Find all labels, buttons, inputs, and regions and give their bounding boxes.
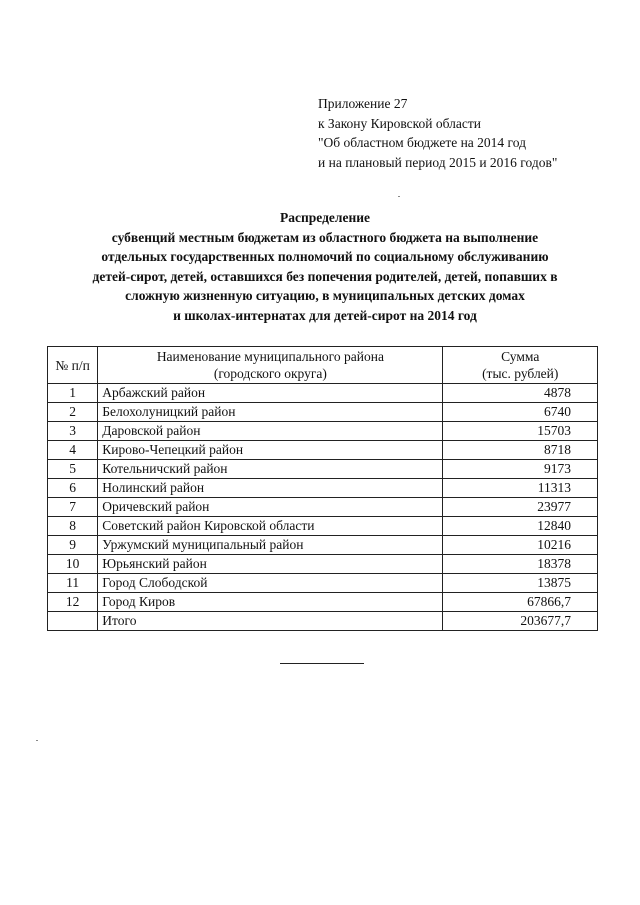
row-name: Нолинский район — [98, 479, 443, 498]
row-name: Советский район Кировской области — [98, 517, 443, 536]
row-sum: 4878 — [443, 384, 598, 403]
row-name: Юрьянский район — [98, 555, 443, 574]
row-sum: 15703 — [443, 422, 598, 441]
row-name: Оричевский район — [98, 498, 443, 517]
table-row — [48, 460, 598, 479]
row-name: Белохолуницкий район — [98, 403, 443, 422]
table-row — [48, 536, 598, 555]
row-num: 5 — [48, 460, 98, 479]
title-line-5: сложную жизненную ситуацию, в муниципальных детских домах — [125, 288, 525, 303]
total-label: Итого — [98, 612, 443, 631]
row-num: 8 — [48, 517, 98, 536]
title-line-3: отдельных государственных полномочий по социальному обслуживанию — [101, 249, 549, 264]
row-num: 7 — [48, 498, 98, 517]
table-row — [48, 441, 598, 460]
row-num: 11 — [48, 574, 98, 593]
header-sum-line-1: Сумма — [501, 349, 540, 364]
table-row — [48, 517, 598, 536]
table-row — [48, 593, 598, 612]
header-num: № п/п — [48, 347, 98, 384]
table-row — [48, 574, 598, 593]
table-row — [48, 479, 598, 498]
appendix-line-4: и на плановый период 2015 и 2016 годов" — [318, 154, 558, 170]
row-num: 6 — [48, 479, 98, 498]
table-header-row — [48, 347, 598, 384]
row-name: Котельничский район — [98, 460, 443, 479]
header-name — [98, 347, 443, 384]
row-name: Кирово-Чепецкий район — [98, 441, 443, 460]
total-num — [48, 612, 98, 631]
row-sum: 23977 — [443, 498, 598, 517]
total-sum: 203677,7 — [443, 612, 598, 631]
distribution-table — [47, 346, 598, 631]
scan-speck — [398, 196, 400, 197]
appendix-line-1: Приложение 27 — [318, 96, 408, 111]
row-name: Город Слободской — [98, 574, 443, 593]
appendix-line-2: к Закону Кировской области — [318, 115, 482, 131]
table-row — [48, 498, 598, 517]
table-total-row — [48, 612, 598, 631]
header-sum-line-2: (тыс. рублей) — [482, 366, 559, 381]
appendix-header — [318, 94, 557, 172]
row-sum: 18378 — [443, 555, 598, 574]
row-sum: 9173 — [443, 460, 598, 479]
table-row — [48, 555, 598, 574]
table-row — [48, 384, 598, 403]
row-sum: 67866,7 — [443, 593, 598, 612]
row-sum: 12840 — [443, 517, 598, 536]
closing-divider — [280, 663, 364, 664]
row-num: 4 — [48, 441, 98, 460]
row-num: 10 — [48, 555, 98, 574]
scan-speck — [36, 740, 38, 741]
row-sum: 8718 — [443, 441, 598, 460]
title-line-1: Распределение — [279, 210, 371, 225]
row-num: 12 — [48, 593, 98, 612]
table-row — [48, 422, 598, 441]
row-name: Уржумский муниципальный район — [98, 536, 443, 555]
header-sum — [443, 347, 598, 384]
row-sum: 10216 — [443, 536, 598, 555]
row-sum: 13875 — [443, 574, 598, 593]
row-sum: 6740 — [443, 403, 598, 422]
row-num: 2 — [48, 403, 98, 422]
row-num: 3 — [48, 422, 98, 441]
row-num: 1 — [48, 384, 98, 403]
row-name: Арбажский район — [98, 384, 443, 403]
row-name: Город Киров — [98, 593, 443, 612]
title-line-6: и школах-интернатах для детей-сирот на 2014 год — [173, 307, 477, 323]
header-name-line-1: Наименование муниципального района — [156, 349, 384, 364]
row-num: 9 — [48, 536, 98, 555]
title-line-4: детей-сирот, детей, оставшихся без попечения родителей, детей, попавших в — [92, 268, 558, 284]
row-sum: 11313 — [443, 479, 598, 498]
table-row — [48, 403, 598, 422]
title-line-2: субвенций местным бюджетам из областного бюджета на выполнение — [111, 229, 539, 245]
header-name-line-2: (городского округа) — [213, 366, 327, 381]
document-title — [40, 208, 610, 325]
appendix-line-3: "Об областном бюджете на 2014 год — [318, 135, 526, 150]
row-name: Даровской район — [98, 422, 443, 441]
